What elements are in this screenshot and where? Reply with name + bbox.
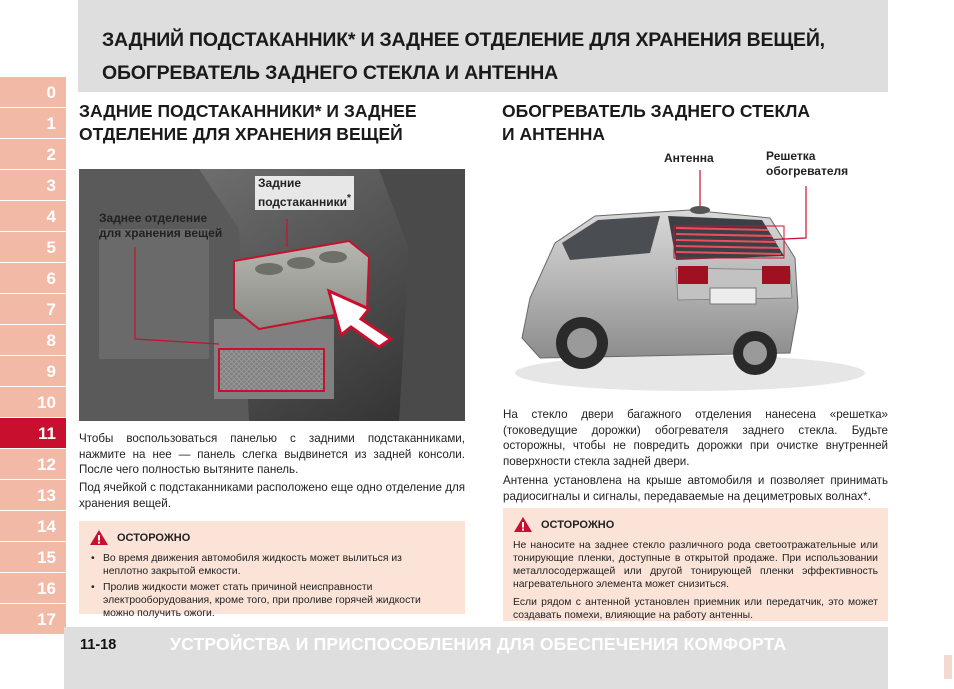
right-paragraph-2: Антенна установлена на крыше автомобиля и позволяет принимать радиосигналы и сигналы, передаваемые на дециметровых волнах*. <box>503 474 888 503</box>
chapter-title: УСТРОЙСТВА И ПРИСПОСОБЛЕНИЯ ДЛЯ ОБЕСПЕЧЕНИЯ КОМФОРТА <box>170 634 787 654</box>
chapter-tab-16[interactable]: 16 <box>0 573 66 604</box>
left-section-title-line1: ЗАДНИЕ ПОДСТАКАННИКИ* И ЗАДНЕЕ <box>79 101 417 121</box>
callout-cupholders <box>255 176 354 210</box>
page-title-line2: ОБОГРЕВАТЕЛЬ ЗАДНЕГО СТЕКЛА И АНТЕННА <box>102 62 559 84</box>
right-warning-heading-text: ОСТОРОЖНО <box>541 518 615 531</box>
chapter-tab-11[interactable]: 11 <box>0 418 66 449</box>
right-paragraph-1: На стекло двери багажного отделения нанесена «решетка» (токоведущие дорожки) обогревателя заднего стекла. Будьте осторожны, чтобы не повредить дорожки при очистке внутренней поверхности стекла задней двери. <box>503 408 888 468</box>
warning-icon <box>89 529 109 546</box>
chapter-tab-5[interactable]: 5 <box>0 232 66 263</box>
page-number: 11-18 <box>80 637 117 653</box>
chapter-tab-12[interactable]: 12 <box>0 449 66 480</box>
right-warning-paragraph-2: Если рядом с антенной установлен приемник или передатчик, это может создавать помехи, влияющие на работу антенны. <box>513 597 878 621</box>
left-warning-box <box>79 521 465 619</box>
warning-icon <box>513 516 533 533</box>
callout-storage-line1: Заднее отделение <box>99 211 208 225</box>
right-warning-paragraph-1: Не наносите на заднее стекло различного рода светоотражательные или тонирующие пленки, доступные в открытой продаже. При использовании металлосодержащей или другой тонирующей пленки эффективность нагревательного элемента может снизиться. <box>513 540 878 590</box>
left-paragraph-1: Чтобы воспользоваться панелью с задними подстаканниками, нажмите на нее — панель слегка выдвинется из задней консоли. После чего полностью вытяните панель. <box>79 432 465 476</box>
car-rear-photo <box>500 148 888 410</box>
chapter-tab-13[interactable]: 13 <box>0 480 66 511</box>
callout-heater-grid-line2: обогревателя <box>766 164 849 178</box>
left-paragraph-2: Под ячейкой с подстаканниками расположено еще одно отделение для хранения вещей. <box>79 481 466 510</box>
chapter-tab-14[interactable]: 14 <box>0 511 66 542</box>
left-warning-heading <box>89 529 455 546</box>
chapter-tab-3[interactable]: 3 <box>0 170 66 201</box>
callout-heater-grid <box>766 149 848 179</box>
left-section-heading <box>79 100 465 146</box>
chapter-tab-1[interactable]: 1 <box>0 108 66 139</box>
left-warning-item-2: • Пролив жидкости может стать причиной неисправности электрооборудования, кроме того, при проливе горячей жидкости можно получить ожоги. <box>89 581 429 620</box>
chapter-tab-6[interactable]: 6 <box>0 263 66 294</box>
chapter-tab-2[interactable]: 2 <box>0 139 66 170</box>
right-section-heading <box>502 100 890 146</box>
callout-antenna: Антенна <box>664 151 714 165</box>
left-section-title-line2: ОТДЕЛЕНИЕ ДЛЯ ХРАНЕНИЯ ВЕЩЕЙ <box>79 124 403 144</box>
callout-heater-grid-line1: Решетка <box>766 149 816 163</box>
callout-storage-line2: для хранения вещей <box>99 226 223 240</box>
page-title <box>102 24 882 90</box>
chapter-tab-9[interactable]: 9 <box>0 356 66 387</box>
right-section-title-line2: И АНТЕННА <box>502 124 605 144</box>
chapter-tab-17[interactable]: 17 <box>0 604 66 635</box>
left-warning-item-1: • Во время движения автомобиля жидкость может вылиться из неплотно закрытой емкости. <box>89 552 409 578</box>
chapter-tab-10[interactable]: 10 <box>0 387 66 418</box>
chapter-tab-8[interactable]: 8 <box>0 325 66 356</box>
callout-cupholders-line1: Задние <box>258 176 302 190</box>
right-warning-box <box>503 508 888 621</box>
callout-cupholders-star: * <box>347 193 351 204</box>
left-warning-list <box>89 552 455 620</box>
page-title-line1: ЗАДНИЙ ПОДСТАКАННИК* И ЗАДНЕЕ ОТДЕЛЕНИЕ ДЛЯ ХРАНЕНИЯ ВЕЩЕЙ, <box>102 29 825 51</box>
page-edge-mark <box>944 655 952 679</box>
chapter-tab-4[interactable]: 4 <box>0 201 66 232</box>
right-warning-heading <box>513 516 878 533</box>
right-section-title-line1: ОБОГРЕВАТЕЛЬ ЗАДНЕГО СТЕКЛА <box>502 101 811 121</box>
callout-cupholders-line2: подстаканники <box>258 195 348 209</box>
chapter-tab-0[interactable]: 0 <box>0 77 66 108</box>
left-warning-heading-text: ОСТОРОЖНО <box>117 531 191 544</box>
callout-storage <box>99 211 222 241</box>
chapter-tab-15[interactable]: 15 <box>0 542 66 573</box>
chapter-tab-7[interactable]: 7 <box>0 294 66 325</box>
car-illustration <box>500 148 888 410</box>
